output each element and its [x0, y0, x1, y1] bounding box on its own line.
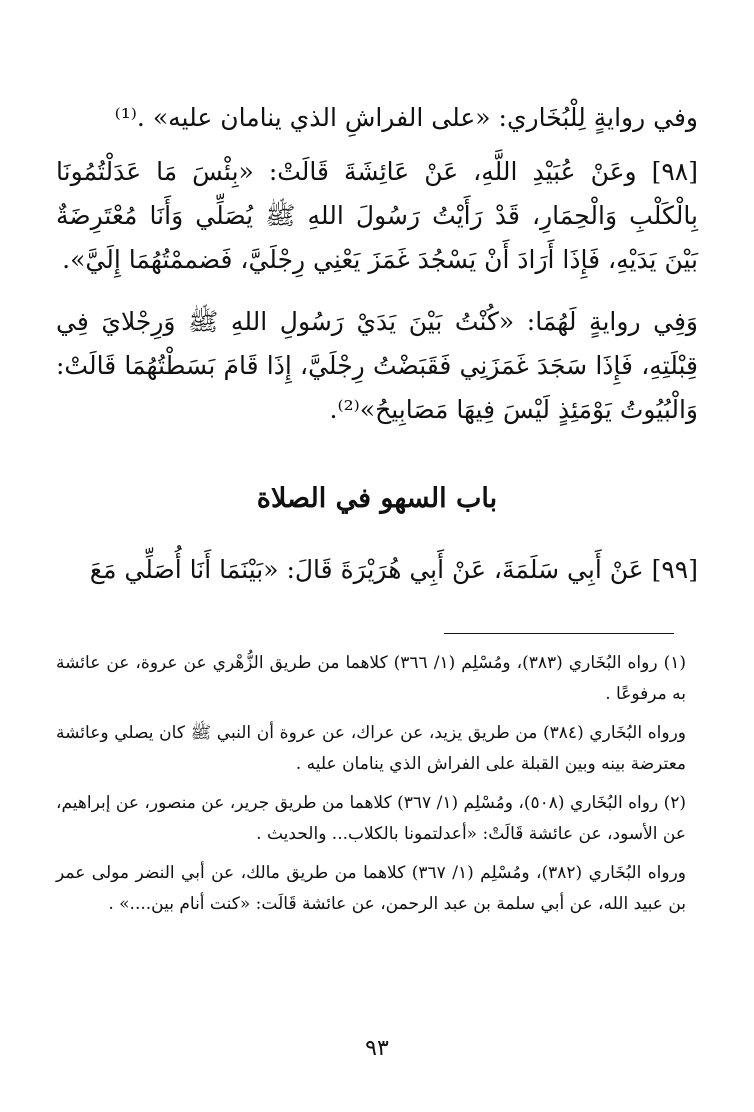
footnote-2: (٢) رواه البُخَاري (٥٠٨)، ومُسْلِم (١/ ٣٦٧) كلاهما من طريق جرير، عن منصور، عن إبراهيم، عن الأسود، عن عائشة قَالَتْ: «أعدلتمونا بالكلاب... والحديث .	[56, 793, 686, 844]
intro-paragraph: وفي روايةٍ لِلْبُخَاري: «على الفراشِ الذي ينامان عليه» .⁽¹⁾	[114, 103, 698, 132]
hadith-98-paragraph: [٩٨] وعَنْ عُبَيْدِ اللَّهِ، عَنْ عَائِشَةَ قَالَتْ: «بِئْسَ مَا عَدَلْتُمُونَا بِالْكَلْبِ وَالْحِمَارِ، قَدْ رَأَيْتُ رَسُولَ اللهِ ﷺ يُصَلِّي وَأَنَا مُعْتَرِضَةٌ بَيْنَ يَدَيْهِ، فَإِذَا أَرَادَ أَنْ يَسْجُدَ غَمَزَ يَعْنِي رِجْلَيَّ، فَضممْتُهُمَا إِلَيَّ».	[56, 157, 698, 274]
page-number: ٩٣	[365, 1036, 389, 1061]
hadith-99-paragraph: [٩٩] عَنْ أَبِي سَلَمَةَ، عَنْ أَبِي هُرَيْرَةَ قَالَ: «بَيْنَمَا أَنَا أُصَلِّي مَعَ	[89, 555, 698, 584]
main-text-block	[56, 548, 698, 592]
footnotes-section	[56, 648, 686, 928]
footnote-1: (١) رواه البُخَاري (٣٨٣)، ومُسْلِم (١/ ٣٦٦) كلاهما من طريق الزُّهْري عن عروة، عن عائشة به مرفوعًا .	[56, 653, 686, 704]
main-text-block	[56, 150, 698, 282]
main-text-block	[56, 96, 698, 140]
footnote-2-continued: ورواه البُخَاري (٣٨٢)، ومُسْلِم (١/ ٣٦٧) كلاهما من طريق مالك، عن أبي النضر مولى عمر بن عبيد الله، عن أبي سلمة بن عبد الرحمن، عن عائشة قَالَت: «كنت أنام بين....» .	[56, 863, 686, 914]
footnote-separator	[444, 633, 674, 634]
chapter-heading: باب السهو في الصلاة	[256, 483, 498, 514]
footnote-1-continued: ورواه البُخَاري (٣٨٤) من طريق يزيد، عن عراك، عن عروة أن النبي ﷺ كان يصلي وعائشة معترضة بينه وبين القبلة على الفراش الذي ينامان عليه .	[56, 723, 686, 774]
riwaya-paragraph: وَفِي روايةٍ لَهُمَا: «كُنْتُ بَيْنَ يَدَيْ رَسُولِ اللهِ ﷺ وَرِجْلايَ فِي قِبْلَتِهِ، فَإِذَا سَجَدَ غَمَزَنِي فَقَبَضْتُ رِجْلَيَّ، إِذَا قَامَ بَسَطْتُهُمَا قَالَتْ: وَالْبُيُوتُ يَوْمَئِذٍ لَيْسَ فِيهَا مَصَابِيحُ»⁽²⁾.	[56, 307, 698, 424]
main-text-block	[56, 300, 698, 432]
